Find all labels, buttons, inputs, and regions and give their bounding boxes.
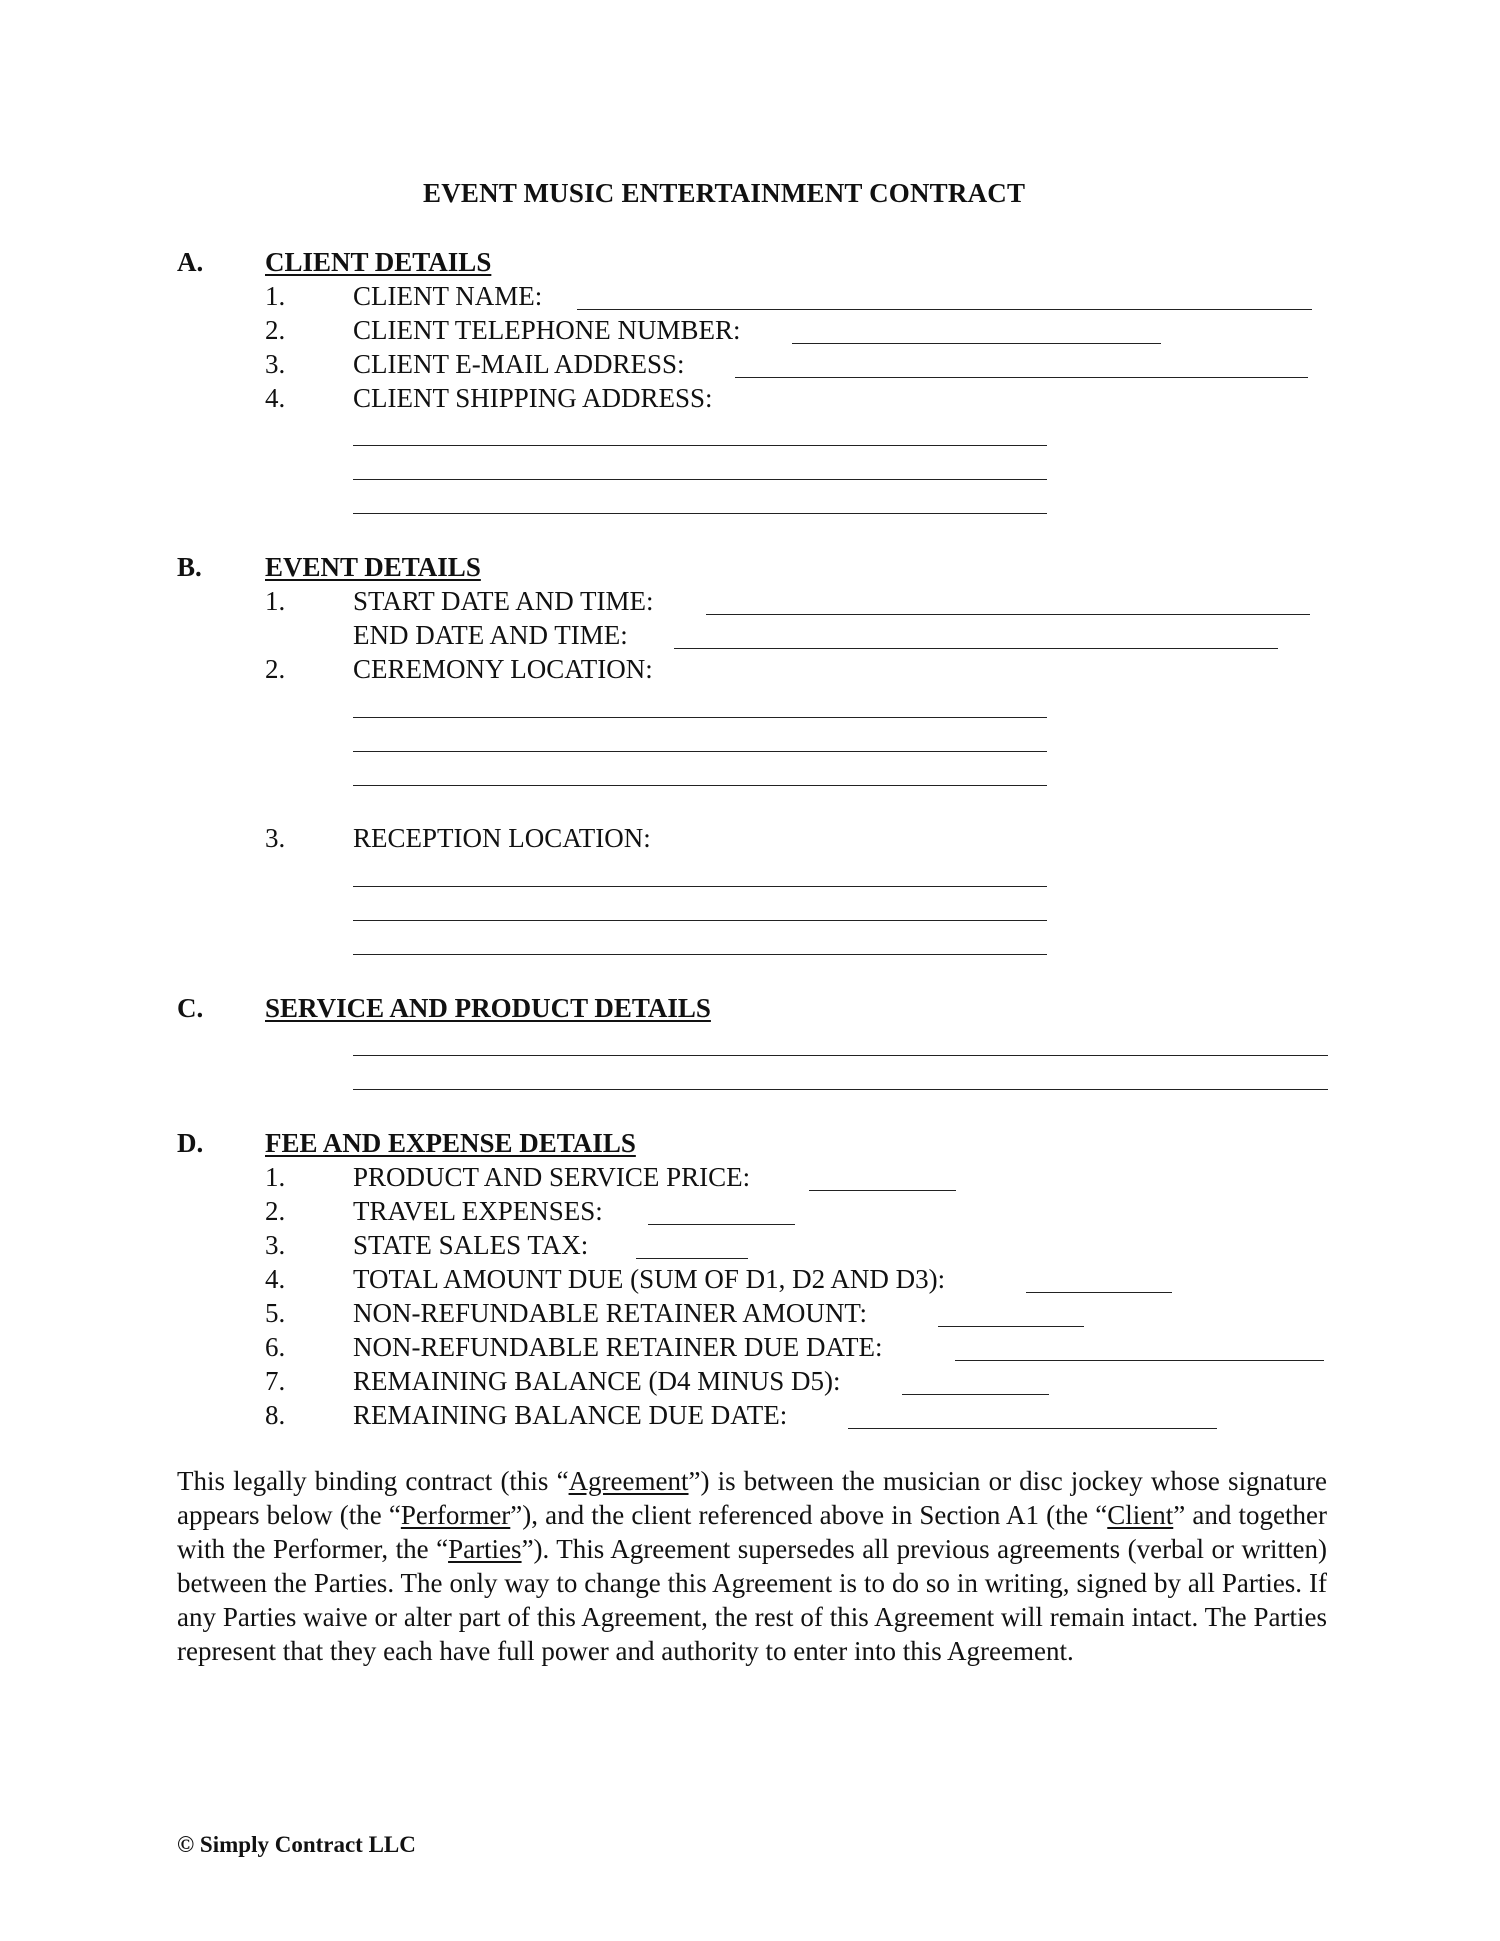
b3-label: RECEPTION LOCATION: [353, 823, 651, 853]
a2-number: 2. [265, 315, 286, 345]
d2-number: 2. [265, 1196, 286, 1226]
d5-label: NON-REFUNDABLE RETAINER AMOUNT: [353, 1298, 867, 1328]
defined-term-performer: Performer [400, 1500, 511, 1530]
product-price-field[interactable] [809, 1190, 956, 1191]
ceremony-location-line-1[interactable] [353, 717, 1047, 718]
d2-label: TRAVEL EXPENSES: [353, 1196, 603, 1226]
section-a-heading: CLIENT DETAILS [265, 247, 492, 277]
d1-number: 1. [265, 1162, 286, 1192]
d6-label: NON-REFUNDABLE RETAINER DUE DATE: [353, 1332, 883, 1362]
a2-label: CLIENT TELEPHONE NUMBER: [353, 315, 741, 345]
b2-number: 2. [265, 654, 286, 684]
shipping-address-line-2[interactable] [353, 479, 1047, 480]
a1-number: 1. [265, 281, 286, 311]
section-a-letter: A. [177, 247, 204, 277]
d4-label: TOTAL AMOUNT DUE (SUM OF D1, D2 AND D3): [353, 1264, 946, 1294]
a1-label: CLIENT NAME: [353, 281, 543, 311]
agreement-paragraph [177, 1464, 1327, 1668]
a4-number: 4. [265, 383, 286, 413]
service-details-line-2[interactable] [353, 1089, 1328, 1090]
paragraph-text: ”). This Agreement supersedes all previous agreements (verbal or written) between the Parties. The only way to change this Agreement is to do so in writing, signed by all Parties. If any Parties waive or alter part of this Agreement, the rest of this Agreement will remain intact. The Parties represent that they each have full power and authority to enter into this Agreement. [177, 1534, 1327, 1666]
d7-label: REMAINING BALANCE (D4 MINUS D5): [353, 1366, 841, 1396]
page-title: EVENT MUSIC ENTERTAINMENT CONTRACT [423, 178, 1026, 208]
remaining-balance-field[interactable] [902, 1394, 1049, 1395]
d8-number: 8. [265, 1400, 286, 1430]
d3-number: 3. [265, 1230, 286, 1260]
d8-label: REMAINING BALANCE DUE DATE: [353, 1400, 788, 1430]
copyright-footer: © Simply Contract LLC [177, 1832, 416, 1857]
b1-label: START DATE AND TIME: [353, 586, 654, 616]
reception-location-line-3[interactable] [353, 954, 1047, 955]
end-date-field[interactable] [674, 648, 1278, 649]
a4-label: CLIENT SHIPPING ADDRESS: [353, 383, 713, 413]
a3-label: CLIENT E-MAIL ADDRESS: [353, 349, 685, 379]
d4-number: 4. [265, 1264, 286, 1294]
retainer-amount-field[interactable] [938, 1326, 1084, 1327]
section-d-heading: FEE AND EXPENSE DETAILS [265, 1128, 636, 1158]
paragraph-text: ”) is between the musician or disc jockey whose signature appears below (the “ [177, 1466, 1327, 1530]
defined-term-client: Client [1107, 1500, 1174, 1530]
retainer-due-date-field[interactable] [955, 1360, 1324, 1361]
shipping-address-line-3[interactable] [353, 513, 1047, 514]
paragraph-text: This legally binding contract (this “ [177, 1466, 569, 1496]
travel-expenses-field[interactable] [648, 1224, 795, 1225]
ceremony-location-line-3[interactable] [353, 785, 1047, 786]
sales-tax-field[interactable] [636, 1258, 748, 1259]
d6-number: 6. [265, 1332, 286, 1362]
total-amount-field[interactable] [1026, 1292, 1172, 1293]
b2-label: CEREMONY LOCATION: [353, 654, 653, 684]
start-date-field[interactable] [706, 614, 1310, 615]
d1-label: PRODUCT AND SERVICE PRICE: [353, 1162, 751, 1192]
paragraph-text: ” and together with the Performer, the “ [177, 1500, 1327, 1564]
shipping-address-line-1[interactable] [353, 445, 1047, 446]
d5-number: 5. [265, 1298, 286, 1328]
client-name-field[interactable] [577, 309, 1312, 310]
section-c-heading: SERVICE AND PRODUCT DETAILS [265, 993, 711, 1023]
section-d-letter: D. [177, 1128, 204, 1158]
section-c-letter: C. [177, 993, 204, 1023]
service-details-line-1[interactable] [353, 1055, 1328, 1056]
d3-label: STATE SALES TAX: [353, 1230, 589, 1260]
defined-term-parties: Parties [448, 1534, 522, 1564]
reception-location-line-2[interactable] [353, 920, 1047, 921]
ceremony-location-line-2[interactable] [353, 751, 1047, 752]
a3-number: 3. [265, 349, 286, 379]
d7-number: 7. [265, 1366, 286, 1396]
paragraph-text: ”), and the client referenced above in Section A1 (the “ [510, 1500, 1108, 1530]
client-email-field[interactable] [735, 377, 1308, 378]
b1-end-label: END DATE AND TIME: [353, 620, 628, 650]
reception-location-line-1[interactable] [353, 886, 1047, 887]
client-telephone-field[interactable] [792, 343, 1161, 344]
section-b-letter: B. [177, 552, 202, 582]
b3-number: 3. [265, 823, 286, 853]
b1-number: 1. [265, 586, 286, 616]
balance-due-date-field[interactable] [848, 1428, 1217, 1429]
section-b-heading: EVENT DETAILS [265, 552, 481, 582]
defined-term-agreement: Agreement [568, 1466, 689, 1496]
